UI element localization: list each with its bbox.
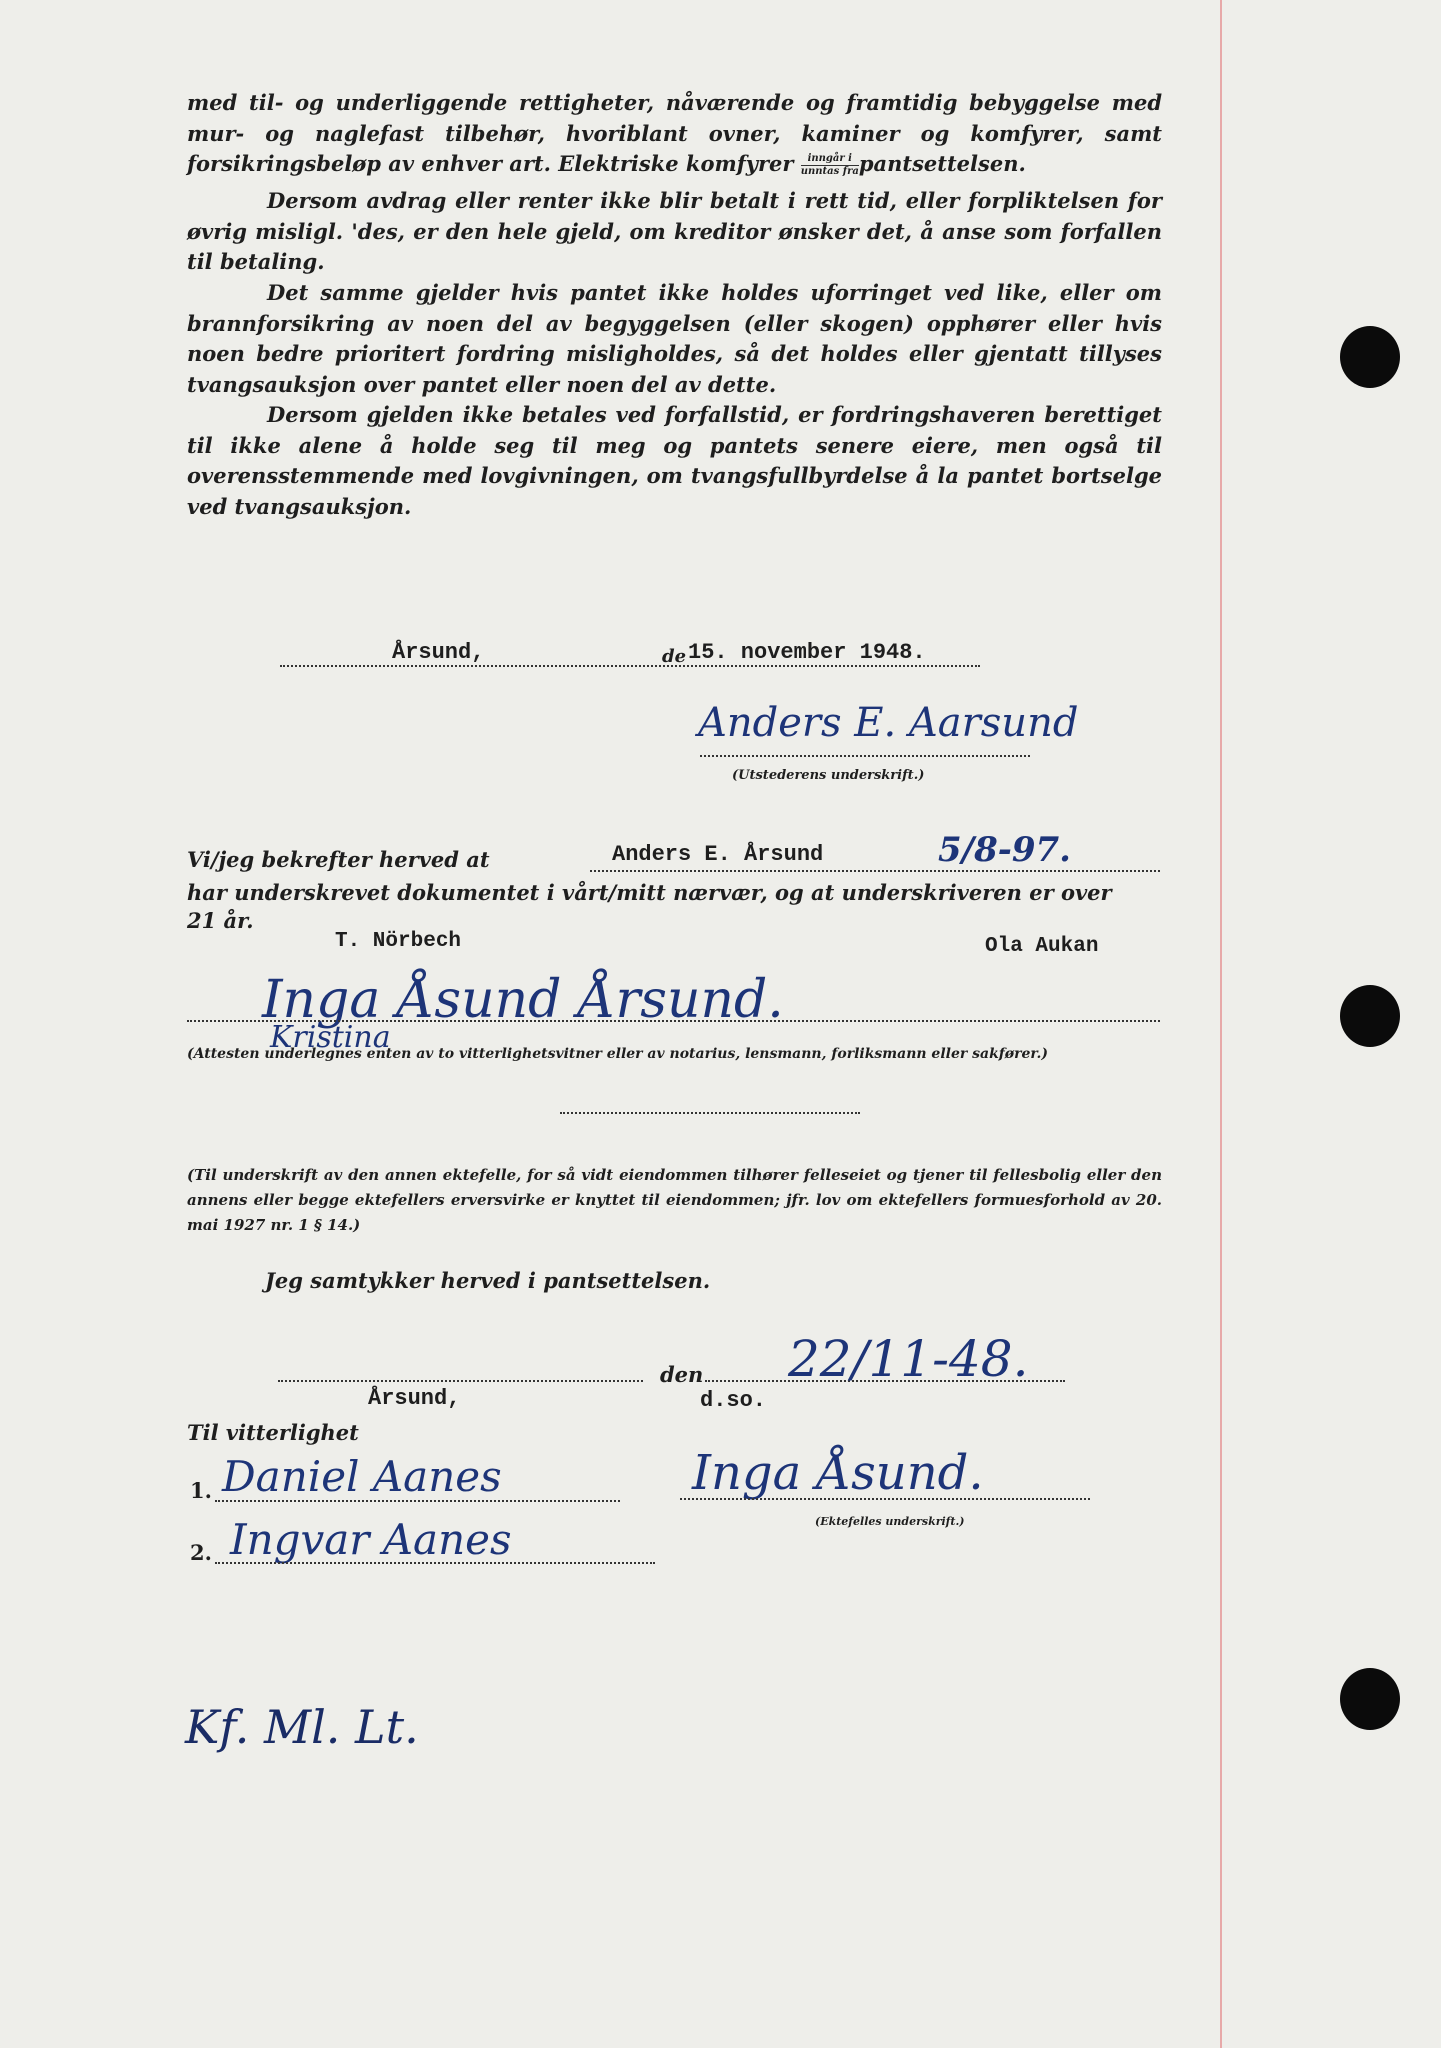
- attestation-caption: (Attesten underlegnes enten av to vitterlighetsvitner eller av notarius, lensmann, forliksmann eller sakfører.): [187, 1046, 1049, 1062]
- paragraph-3-text: Det samme gjelder hvis pantet ikke holdes uforringet ved like, eller om brannforsikring av noen del av begyggelsen (eller skogen) opphører eller hvis noen bedre prioritert fordring misligholdes, så det holdes eller gjentatt tillyses tvangsauksjon over pantet eller noen del av dette.: [187, 280, 1162, 397]
- spouse-signature-caption: (Ektefelles underskrift.): [815, 1515, 965, 1528]
- margin-rule: [1220, 0, 1222, 2048]
- fraction-bottom: unntas fra: [800, 166, 859, 177]
- issuer-signature-line: [700, 755, 1030, 757]
- punch-hole-middle: [1340, 985, 1400, 1047]
- consent-date-handwritten: 22/11-48.: [788, 1330, 1029, 1388]
- place-date-line: [280, 665, 980, 667]
- consent-place: Årsund,: [368, 1386, 461, 1411]
- divider-line: [560, 1112, 860, 1114]
- witness-1-number: 1.: [190, 1478, 212, 1503]
- fraction-top: inngår i: [801, 153, 859, 166]
- spouse-note: (Til underskrift av den annen ektefelle, for så vidt eiendommen tilhører felleseiet og tjener til fellesbolig eller den annens eller begge ektefellers erversvirke er knyttet til eiendommen; jfr. lov om ektefellers formuesforhold av 20. mai 1927 nr. 1 § 14.): [187, 1166, 1162, 1234]
- issuer-date: 15. november 1948.: [688, 640, 926, 665]
- paragraph-1-text: med til- og underliggende rettigheter, nåværende og framtidig bebyggelse med mur- og naglefast tilbehør, hvoriblant ovner, kaminer og komfyrer, samt forsikringsbeløp av enhver art. Elektriske komfyrer: [187, 90, 1162, 176]
- consent-place-line: [278, 1380, 643, 1382]
- witness-2-line: [215, 1562, 655, 1564]
- witness-2-signature: Ingvar Aanes: [230, 1515, 512, 1564]
- issuer-signature-caption: (Utstederens underskrift.): [732, 768, 925, 783]
- paragraph-1: [187, 88, 1162, 180]
- punch-hole-bottom: [1340, 1668, 1400, 1730]
- paragraph-3: [187, 278, 1162, 400]
- paragraph-2: [187, 186, 1162, 278]
- issuer-signature: Anders E. Aarsund: [698, 700, 1079, 746]
- paragraph-1-end: pantsettelsen.: [858, 151, 1026, 176]
- vitterlighet-label: Til vitterlighet: [187, 1420, 359, 1445]
- paragraph-2-text: Dersom avdrag eller renter ikke blir betalt i rett tid, eller forpliktelsen for øvrig misligl. 'des, er den hele gjeld, om kreditor ønsker det, å anse som forfallen til betaling.: [187, 188, 1162, 274]
- paragraph-4: [187, 400, 1162, 522]
- attestation-signature-line: [187, 1020, 1160, 1022]
- witness-left-typed: T. Nörbech: [335, 930, 462, 953]
- attestation-line-2: har underskrevet dokumentet i vårt/mitt nærvær, og at underskriveren er over: [187, 880, 1112, 905]
- issuer-place: Årsund,: [392, 640, 485, 665]
- attestation-line-3: 21 år.: [187, 908, 254, 933]
- attested-name: Anders E. Årsund: [612, 842, 824, 867]
- spouse-signature-line: [680, 1498, 1090, 1500]
- witness-1-line: [215, 1500, 620, 1502]
- witness-2-number: 2.: [190, 1540, 212, 1565]
- consent-den-label: den: [660, 1362, 704, 1387]
- attestation-name-line: [590, 870, 1160, 872]
- margin-handwritten-note: Kf. Ml. Lt.: [185, 1700, 419, 1754]
- fraction-inngar-unntas: [801, 153, 859, 178]
- attestation-prefix: Vi/jeg bekrefter herved at: [187, 847, 490, 872]
- witness-signature: Inga Åsund Årsund.: [262, 970, 784, 1030]
- paragraph-4-text: Dersom gjelden ikke betales ved forfallstid, er fordringshaveren berettiget til ikke alene å holde seg til meg og pantets senere eiere, men også til overensstemmende med lovgivningen, om tvangsfullbyrdelse å la pantet bortselge ved tvangsauksjon.: [187, 402, 1162, 519]
- punch-hole-top: [1340, 326, 1400, 388]
- consent-statement: Jeg samtykker herved i pantsettelsen.: [265, 1268, 711, 1293]
- witness-1-signature: Daniel Aanes: [222, 1452, 502, 1501]
- consent-dso: d.so.: [700, 1388, 767, 1413]
- witness-signature-2: Kristina: [270, 1020, 391, 1055]
- issuer-den-label: de: [662, 646, 687, 667]
- spouse-signature: Inga Åsund.: [692, 1445, 984, 1501]
- attestation-handwritten-note: 5/8-97.: [938, 830, 1071, 870]
- witness-right-typed: Ola Aukan: [985, 935, 1099, 958]
